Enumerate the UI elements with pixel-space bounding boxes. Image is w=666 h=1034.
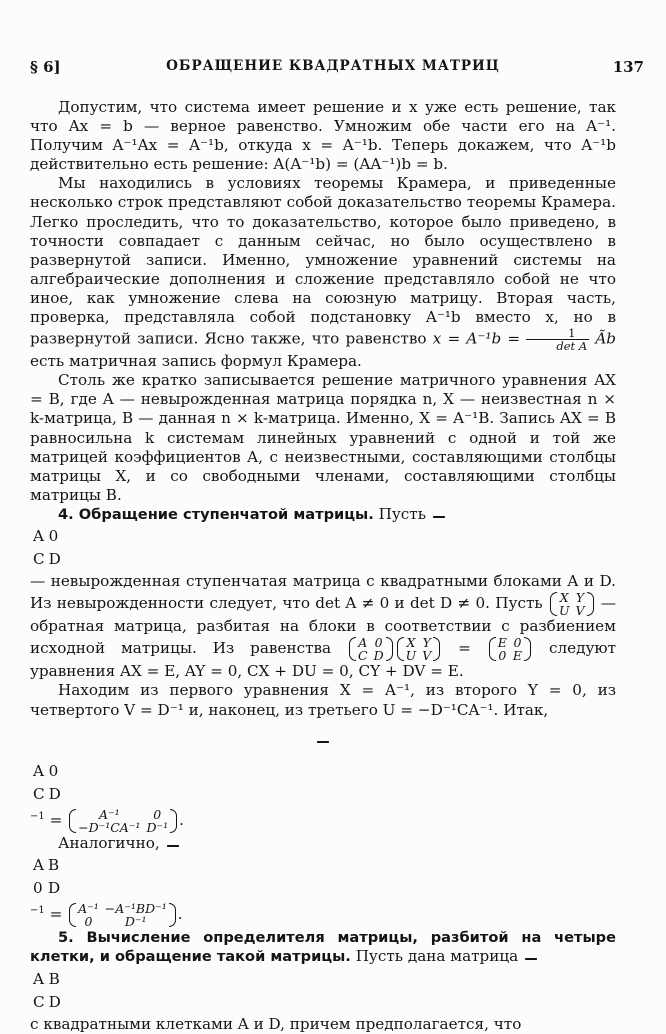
matrix-cell: Y bbox=[422, 635, 431, 651]
matrix-cell: C bbox=[33, 550, 45, 569]
block-text-4: следуют уравнения AX = E, AY = 0, CX + DU = 0, CY + DV = E. bbox=[30, 639, 617, 681]
matrix-cell: A bbox=[33, 969, 44, 988]
matrix-cell: D⁻¹ bbox=[146, 819, 169, 835]
display-inverse-lower bbox=[30, 730, 616, 749]
cramer-tail: есть матричная запись формул Крамера. bbox=[30, 352, 362, 371]
matrix-cell: B bbox=[48, 969, 60, 988]
matrix-cell: 0 bbox=[374, 635, 383, 651]
paragraph-solution-proof: Допустим, что система имеет решение и x уже есть решение, так что Ax = b — верное равенство. Умножим обе части его на A⁻¹. Получим A⁻¹Ax = A⁻¹b, откуда x = A⁻¹b. Теперь докажем, что A⁻¹b действительно есть решение: A(A⁻¹b) = (AA⁻¹)b = b. bbox=[30, 98, 616, 174]
paragraph-matrix-equation: Столь же кратко записывается решение матричного уравнения AX = B, где A — невырожденная матрица порядка n, X — неизвестная n × k-матрица, B — данная n × k-матрица. Именно, X = A⁻¹B. Запись AX = B равносильна k системам линейных уравнений с одной и той же матрицей коэффициентов A, с неизвестными, составляющими столбцы матрицы X, и со свободными членами, составляющими столбцы матрицы B. bbox=[30, 371, 616, 504]
matrix-cell: A bbox=[33, 526, 44, 545]
cramer-formula-left: x = A⁻¹b = bbox=[432, 329, 527, 348]
matrix-cell: 0 bbox=[153, 806, 162, 822]
formula-period: . bbox=[179, 810, 184, 829]
paragraph-analogous bbox=[30, 834, 616, 853]
fraction-numerator: 1 bbox=[526, 327, 589, 340]
block-text-3: — обратная матрица, разбитая на блоки в соответствии с разбиением исходной матрицы. Из равенства bbox=[30, 594, 617, 658]
running-header bbox=[0, 58, 666, 86]
matrix-xy-uv-product bbox=[397, 636, 441, 662]
paragraph-block-matrix bbox=[30, 505, 616, 524]
matrix-cell: A bbox=[33, 856, 44, 875]
equals-sign: = bbox=[458, 639, 471, 658]
matrix-cell: U bbox=[558, 603, 570, 619]
analogous-text: Аналогично, bbox=[58, 833, 160, 852]
paragraph-determinant bbox=[30, 928, 616, 966]
matrix-cell: U bbox=[405, 648, 417, 664]
chapter-title: ОБРАЩЕНИЕ КВАДРАТНЫХ МАТРИЦ bbox=[166, 58, 500, 74]
matrix-cell: −D⁻¹CA⁻¹ bbox=[78, 819, 141, 835]
matrix-cell: D bbox=[48, 550, 61, 569]
page-body bbox=[30, 98, 616, 1034]
matrix-cell: Y bbox=[575, 590, 585, 606]
matrix-cell: 0 bbox=[33, 879, 43, 898]
matrix-cell: D bbox=[47, 879, 61, 898]
matrix-upper-inverse bbox=[69, 902, 176, 928]
cramer-formula-right: Ãb bbox=[589, 329, 617, 348]
matrix-cell: C bbox=[358, 648, 368, 664]
matrix-ac-0d-product bbox=[349, 636, 393, 662]
matrix-lower-inverse bbox=[69, 808, 177, 834]
paragraph-solve-blocks: Находим из первого уравнения X = A⁻¹, из второго Y = 0, из четвертого V = D⁻¹ и, наконец, из третьего U = −D⁻¹CA⁻¹. Итак, bbox=[30, 681, 616, 719]
matrix-cell: X bbox=[406, 635, 416, 651]
fraction-denominator: det A bbox=[556, 339, 588, 354]
matrix-cell: 0 bbox=[48, 761, 59, 780]
matrix-cell: A⁻¹ bbox=[98, 806, 120, 822]
matrix-cell: V bbox=[575, 603, 585, 619]
section-heading-4: 4. Обращение ступенчатой матрицы. bbox=[58, 505, 374, 523]
matrix-identity bbox=[489, 636, 531, 662]
page-number: 137 bbox=[612, 58, 644, 76]
formula-period: . bbox=[177, 905, 183, 924]
block-text-1: Пусть bbox=[378, 504, 426, 523]
matrix-cell: V bbox=[422, 648, 432, 664]
determinant-text-2: с квадратными клетками A и D, причем предполагается, что bbox=[30, 1014, 522, 1033]
matrix-cell: 0 bbox=[498, 648, 507, 664]
matrix-cell: D bbox=[48, 992, 61, 1011]
inverse-exponent: −1 bbox=[30, 905, 45, 917]
matrix-cell: A⁻¹ bbox=[78, 901, 99, 917]
matrix-cell: E bbox=[512, 648, 523, 664]
matrix-cell: D⁻¹ bbox=[124, 914, 147, 930]
matrix-cell: 0 bbox=[513, 635, 522, 651]
matrix-cell: X bbox=[559, 590, 569, 606]
matrix-cell: 0 bbox=[48, 526, 59, 545]
matrix-cell: 0 bbox=[84, 914, 93, 930]
matrix-cell: E bbox=[497, 635, 507, 651]
cramer-text: Мы находились в условиях теоремы Крамера, и приведенные несколько строк представляют собой доказательство теоремы Крамера. Легко проследить, что то доказательство, которое было приведено, в точности совпадает с данным сейчас, но было осуществлено в развернутой записи. Именно, умножение уравнений системы на алгебраические дополнения и сложение представляло собой не что иное, как умножение слева на союзную матрицу. Вторая часть, проверка, представляла собой подстановку A⁻¹b вместо x, но в развернутой записи. Ясно также, что равенство bbox=[30, 174, 616, 348]
matrix-xy-uv bbox=[550, 591, 594, 617]
paragraph-cramer bbox=[30, 174, 616, 371]
section-heading-5: 5. Вычисление определителя матрицы, разбитой на четыре клетки, и обращение такой матрицы. bbox=[30, 929, 616, 966]
matrix-cell: −A⁻¹BD⁻¹ bbox=[104, 901, 167, 917]
matrix-cell: A bbox=[358, 635, 368, 651]
determinant-text-1: Пусть дана матрица bbox=[355, 947, 519, 966]
equals-sign: = bbox=[49, 905, 63, 924]
matrix-cell: C bbox=[33, 992, 45, 1011]
equals-sign: = bbox=[49, 810, 63, 829]
matrix-cell: C bbox=[33, 784, 45, 803]
cramer-fraction bbox=[526, 327, 589, 352]
matrix-cell: D bbox=[373, 648, 384, 664]
block-text-2: — невырожденная ступенчатая матрица с квадратными блоками A и D. Из невырожденности следует, что det A ≠ 0 и det D ≠ 0. Пусть bbox=[30, 572, 616, 613]
inverse-exponent: −1 bbox=[30, 810, 45, 822]
matrix-cell: B bbox=[47, 856, 60, 875]
matrix-cell: D bbox=[48, 784, 61, 803]
section-marker: § 6] bbox=[30, 58, 61, 76]
matrix-cell: A bbox=[33, 761, 44, 780]
